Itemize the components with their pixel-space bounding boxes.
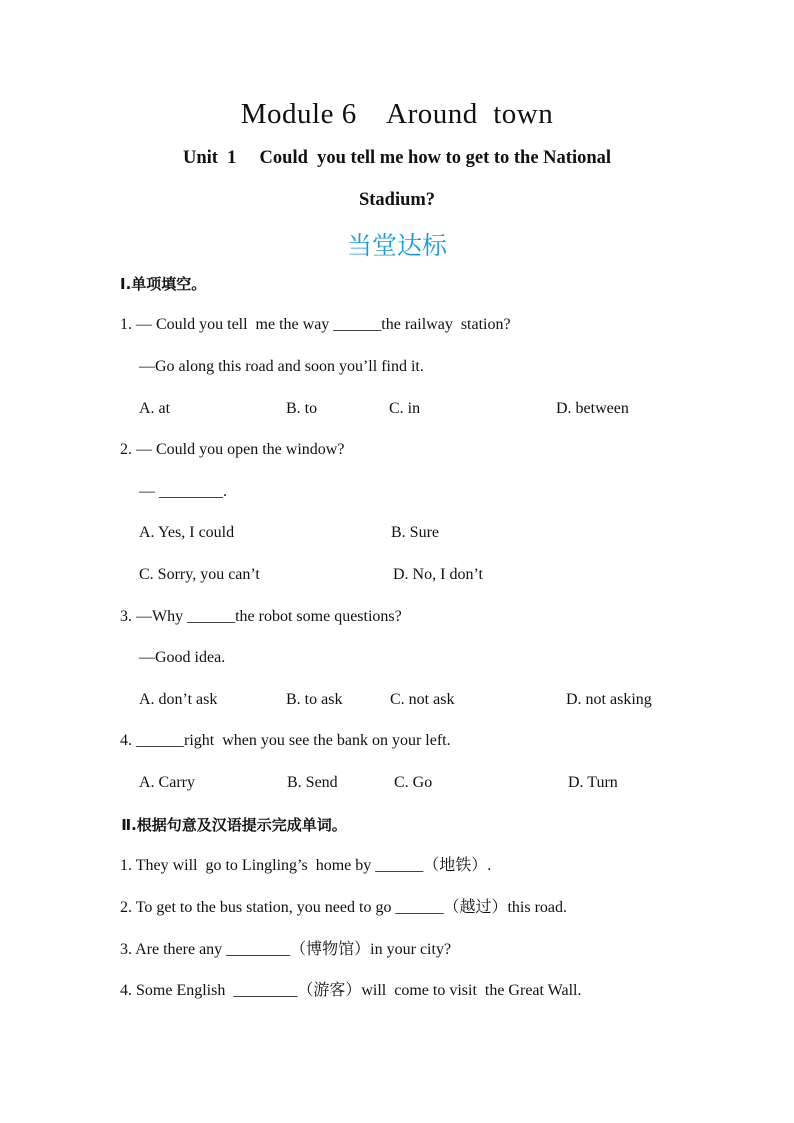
q2-stem: 2. — Could you open the window? <box>120 441 345 458</box>
q1-option-b: B. to <box>286 400 318 417</box>
part2-heading: Ⅱ.根据句意及汉语提示完成单词。 <box>116 816 347 834</box>
part2-item-4: 4. Some English ________（游客）will come to visit the Great Wall. <box>120 982 582 999</box>
q4-option-b: B. Send <box>287 774 338 791</box>
q1-stem: 1. — Could you tell me the way ______the railway station? <box>120 316 511 333</box>
q2-option-c: C. Sorry, you can’t <box>139 566 260 583</box>
part2-item-3: 3. Are there any ________（博物馆）in your city? <box>120 941 452 958</box>
q4-option-a: A. Carry <box>139 774 195 791</box>
q3-option-d: D. not asking <box>566 691 652 708</box>
q2-reply: — ________. <box>139 483 227 500</box>
q3-stem: 3. —Why ______the robot some questions? <box>120 608 402 625</box>
q1-option-a: A. at <box>139 400 171 417</box>
q4-option-c: C. Go <box>394 774 433 791</box>
q3-reply: —Good idea. <box>139 649 226 666</box>
part1-heading: I.单项填空。 <box>120 275 207 293</box>
q4-option-d: D. Turn <box>568 774 618 791</box>
q2-option-b: B. Sure <box>391 524 439 541</box>
q2-option-d: D. No, I don’t <box>393 566 483 583</box>
q1-option-d: D. between <box>556 400 629 417</box>
q2-option-a: A. Yes, I could <box>139 524 235 541</box>
unit-title-line1: Unit 1 Could you tell me how to get to the National <box>182 148 612 168</box>
section-banner: 当堂达标 <box>346 231 447 260</box>
module-title: Module 6 Around town <box>240 98 554 130</box>
unit-title-line2: Stadium? <box>358 190 436 210</box>
q3-option-c: C. not ask <box>390 691 455 708</box>
q4-stem: 4. ______right when you see the bank on your left. <box>120 732 451 749</box>
part2-item-1: 1. They will go to Lingling’s home by ______（地铁）. <box>120 857 492 874</box>
part2-item-2: 2. To get to the bus station, you need to go ______（越过）this road. <box>120 899 567 916</box>
q3-option-b: B. to ask <box>286 691 343 708</box>
q1-reply: —Go along this road and soon you’ll find it. <box>139 358 424 375</box>
q3-option-a: A. don’t ask <box>139 691 218 708</box>
q1-option-c: C. in <box>389 400 421 417</box>
